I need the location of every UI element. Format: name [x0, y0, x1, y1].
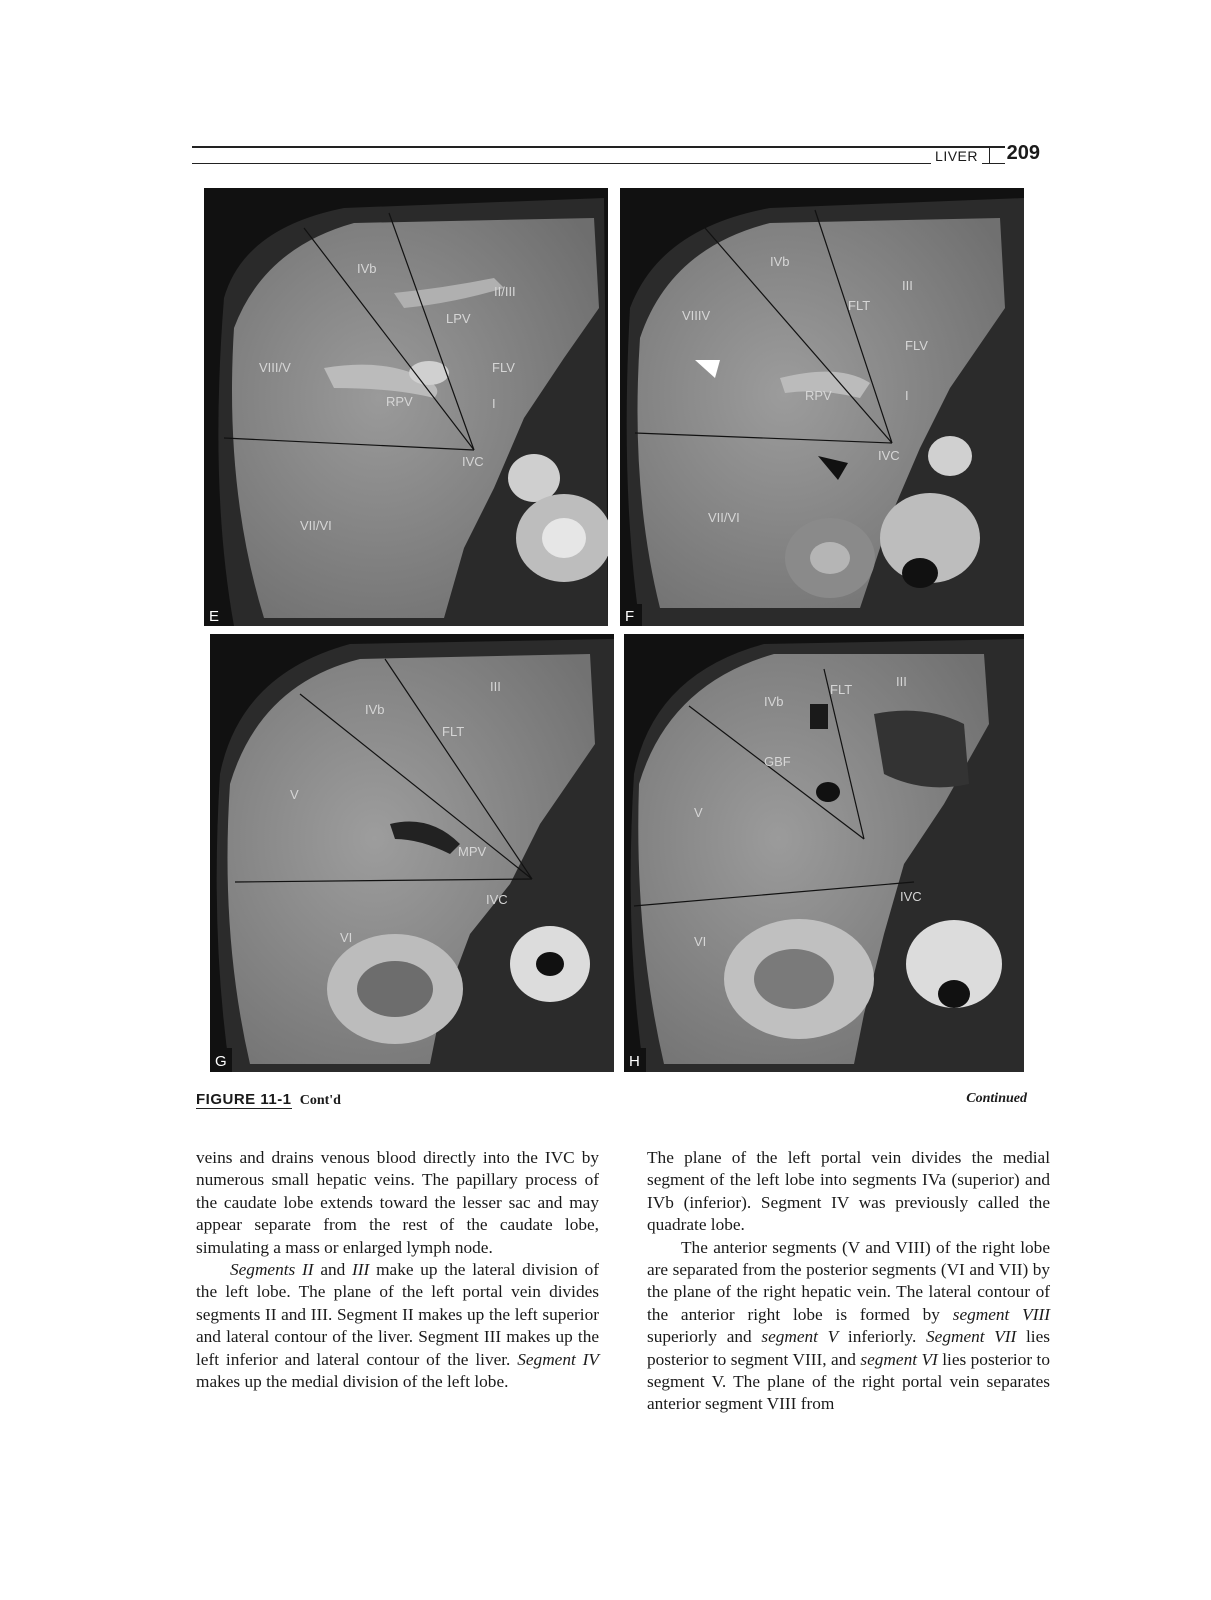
ct-image-e	[204, 188, 608, 626]
ct-image-g	[210, 634, 614, 1072]
ct-panel-h	[624, 634, 1024, 1072]
panel-corner-label: G	[215, 1053, 227, 1070]
label-v: V	[290, 787, 299, 802]
label-ivb: IVb	[365, 702, 385, 717]
label-flt: FLT	[830, 682, 853, 697]
label-rpv: RPV	[805, 388, 832, 403]
label-vi: VI	[694, 934, 707, 949]
label-vi: VI	[340, 930, 353, 945]
figure-label: FIGURE 11-1	[196, 1091, 292, 1108]
label-mpv: MPV	[458, 844, 487, 859]
label-viii-v: VIIIV	[682, 308, 711, 323]
label-rpv: RPV	[386, 394, 413, 409]
label-iii: III	[902, 278, 913, 293]
label-ivb: IVb	[770, 254, 790, 269]
panel-corner-label: E	[209, 608, 220, 625]
continued-note: Continued	[966, 1091, 1027, 1106]
ct-image-f	[620, 188, 1024, 626]
ct-image-h	[624, 634, 1024, 1072]
ct-panel-e	[204, 188, 608, 626]
label-v: V	[694, 805, 703, 820]
ct-panel-f	[620, 188, 1024, 626]
page-number: 209	[1006, 142, 1040, 164]
paragraph: veins and drains venous blood directly into the IVC by numerous small hepatic veins. The papillary process of the caudate lobe extends toward the lesser sac and may appear separate from the rest of the caudate lobe, simulating a mass or enlarged lymph node.	[196, 1148, 599, 1257]
panel-corner-label: F	[625, 608, 635, 625]
paragraph: The anterior segments (V and VIII) of the right lobe are separated from the posterior segments (VI and VII) by the plane of the right hepatic vein. The lateral contour of the anterior right lobe is formed by segment VIII superiorly and segment V inferiorly. Segment VII lies posterior to segment VIII, and segment VI lies posterior to segment V. The plane of the right portal vein separates anterior segment VIII from	[647, 1237, 1050, 1414]
label-ivc: IVC	[462, 454, 484, 469]
label-i: I	[905, 388, 909, 403]
label-ivb: IVb	[357, 261, 377, 276]
label-flv: FLV	[905, 338, 928, 353]
label-lpv: LPV	[446, 311, 471, 326]
label-ii-iii: II/III	[494, 284, 516, 299]
paragraph: Segments II and III make up the lateral division of the left lobe. The plane of the left portal vein divides segments II and III. Segment II makes up the left superior and lateral contour of the liver. Segment III makes up the left inferior and lateral contour of the liver. Segment IV makes up the medial division of the left lobe.	[196, 1260, 599, 1392]
paragraph: The plane of the left portal vein divides the medial segment of the left lobe into segments IVa (superior) and IVb (inferior). Segment IV was previously called the quadrate lobe.	[647, 1148, 1050, 1235]
label-ivc: IVC	[878, 448, 900, 463]
label-flt: FLT	[442, 724, 465, 739]
label-ivb: IVb	[764, 694, 784, 709]
figure-caption	[196, 1091, 341, 1109]
label-flt: FLT	[848, 298, 871, 313]
ct-panel-g	[210, 634, 614, 1072]
label-ivc: IVC	[486, 892, 508, 907]
label-viii-v: VIII/V	[259, 360, 291, 375]
label-gbf: GBF	[764, 754, 791, 769]
header-section-title: LIVER	[931, 148, 982, 164]
panel-corner-label: H	[629, 1053, 640, 1070]
label-iii: III	[490, 679, 501, 694]
label-iii: III	[896, 674, 907, 689]
header-divider	[989, 146, 990, 164]
label-i: I	[492, 396, 496, 411]
label-ivc: IVC	[900, 889, 922, 904]
header-rule-top	[192, 146, 1042, 148]
label-vii-vi: VII/VI	[708, 510, 740, 525]
running-header	[192, 142, 1042, 168]
body-column-left	[196, 1147, 599, 1393]
header-rule-bottom	[192, 163, 1042, 164]
body-column-right	[647, 1147, 1050, 1416]
label-flv: FLV	[492, 360, 515, 375]
figure-caption-suffix: Cont'd	[299, 1093, 341, 1108]
label-vii-vi: VII/VI	[300, 518, 332, 533]
